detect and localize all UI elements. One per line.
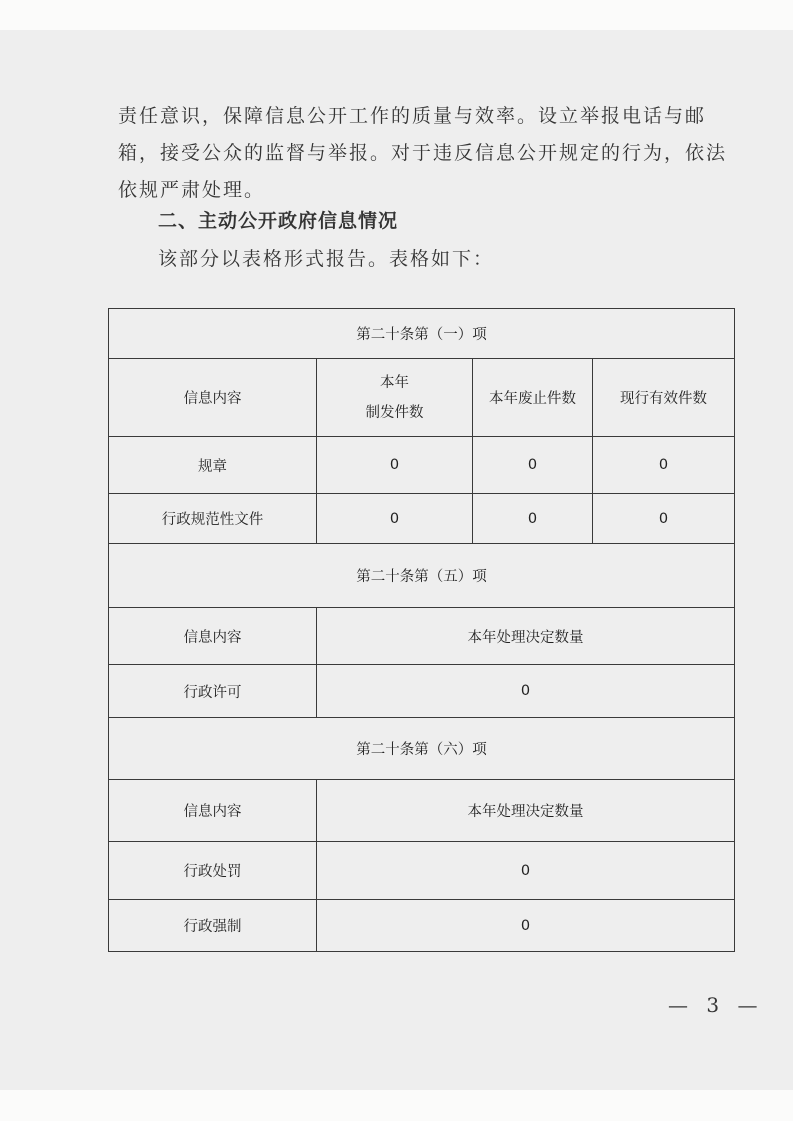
table1-row-value: 0 <box>317 494 473 544</box>
table3-row-label: 行政处罚 <box>109 842 317 900</box>
table2-header-count: 本年处理决定数量 <box>317 608 735 665</box>
table3-row-value: 0 <box>317 842 735 900</box>
table2-title: 第二十条第（五）项 <box>109 544 735 608</box>
table1-title: 第二十条第（一）项 <box>109 309 735 359</box>
table1-row-value: 0 <box>473 494 593 544</box>
table1-header-content: 信息内容 <box>109 359 317 437</box>
table1-row-value: 0 <box>473 437 593 494</box>
table1-row-value: 0 <box>593 494 735 544</box>
body-paragraph: 责任意识，保障信息公开工作的质量与效率。设立举报电话与邮箱，接受公众的监督与举报。对于违反信息公开规定的行为，依法依规严肃处理。 <box>118 105 728 201</box>
page-number: — 3 — <box>668 993 764 1017</box>
table1-row-value: 0 <box>317 437 473 494</box>
table2-header-content: 信息内容 <box>109 608 317 665</box>
table1-row-label: 规章 <box>109 437 317 494</box>
table3-header-count: 本年处理决定数量 <box>317 780 735 842</box>
section-heading: 二、主动公开政府信息情况 <box>158 210 399 232</box>
table3-header-content: 信息内容 <box>109 780 317 842</box>
table1-row-label: 行政规范性文件 <box>109 494 317 544</box>
table1-row-value: 0 <box>593 437 735 494</box>
table3-title: 第二十条第（六）项 <box>109 718 735 780</box>
table2-row-label: 行政许可 <box>109 665 317 718</box>
table3-row-label: 行政强制 <box>109 900 317 952</box>
intro-text: 该部分以表格形式报告。表格如下： <box>158 248 495 270</box>
table1-header-issued-text: 本年 制发件数 <box>365 374 424 421</box>
table1-header-issued <box>317 359 473 437</box>
table3-row-value: 0 <box>317 900 735 952</box>
table1-header-abolished: 本年废止件数 <box>473 359 593 437</box>
table1-header-valid: 现行有效件数 <box>593 359 735 437</box>
disclosure-table <box>108 308 735 952</box>
table2-row-value: 0 <box>317 665 735 718</box>
